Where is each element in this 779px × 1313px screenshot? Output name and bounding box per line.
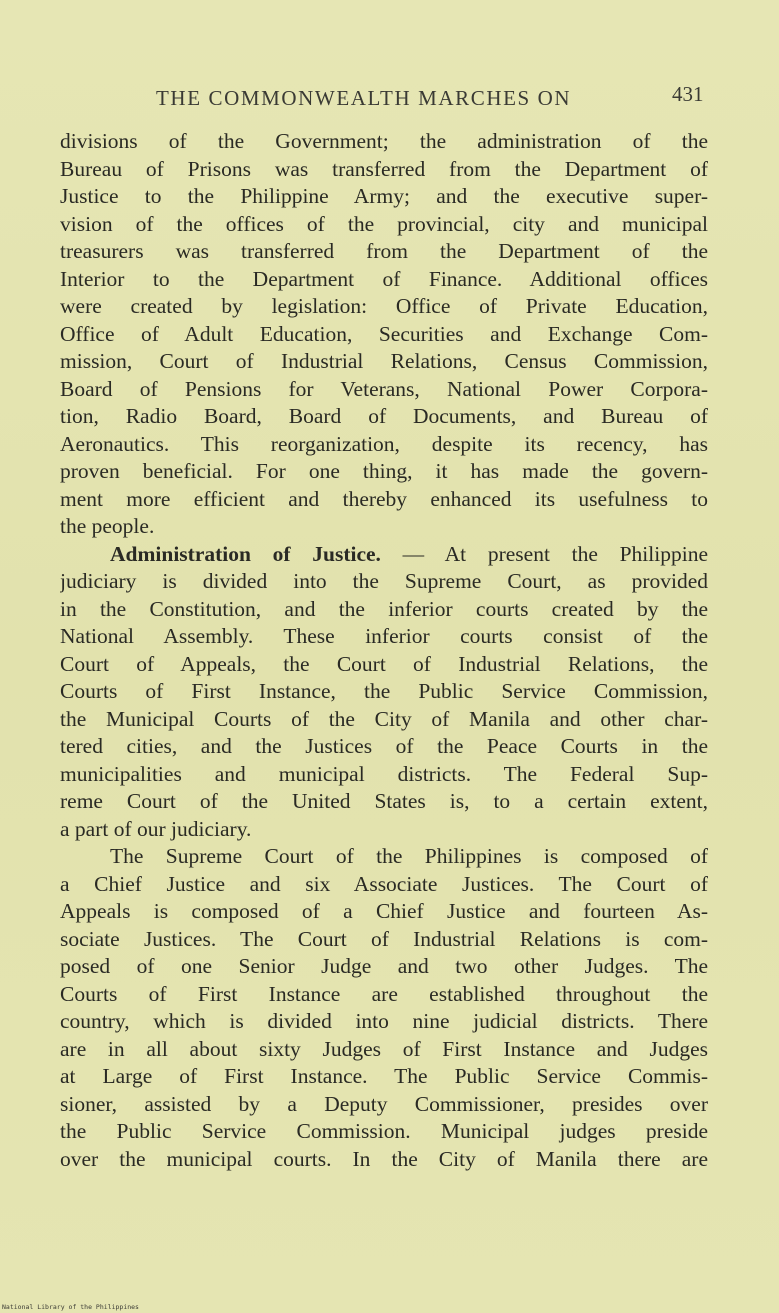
text-line: the people. [60,514,155,538]
text-line: ment more efficient and thereby enhanced its usefulness to [60,486,708,511]
text-line: Justice to the Philippine Army; and the executive super- [60,184,708,208]
running-head [0,82,779,114]
text-line: sioner, assisted by a Deputy Commissioner, presides over [60,1091,708,1116]
text-line: Office of Adult Education, Securities and Exchange Com- [60,321,708,346]
text-line: Board of Pensions for Veterans, National Power Corpora- [60,376,708,401]
text-line: sociate Justices. The Court of Industrial Relations is com- [60,926,708,951]
text-line: proven beneficial. For one thing, it has made the govern- [60,459,708,483]
text-line: Bureau of Prisons was transferred from the Department of [60,156,708,181]
text-line: were created by legislation: Office of Private Education, [60,294,708,318]
text-line: tered cities, and the Justices of the Peace Courts in the [60,734,708,758]
text-line: a Chief Justice and six Associate Justices. The Court of [60,871,708,896]
text-line: a part of our judiciary. [60,816,252,841]
section-first-line [60,541,708,569]
scan-credit: National Library of the Philippines [2,1303,139,1311]
text-line: judiciary is divided into the Supreme Court, as provided [60,569,708,593]
text-line: municipalities and municipal districts. The Federal Sup- [60,761,708,786]
text-line: the Municipal Courts of the City of Manila and other char- [60,706,708,731]
text-line: in the Constitution, and the inferior courts created by the [60,596,708,621]
text-line: the Public Service Commission. Municipal judges preside [60,1119,708,1143]
text-line: treasurers was transferred from the Department of the [60,239,708,263]
text-line: over the municipal courts. In the City of Manila there are [60,1146,708,1171]
section-line-tail: — At present the Philippine [380,541,708,566]
text-line: Courts of First Instance, the Public Service Commission, [60,679,708,703]
text-line: mission, Court of Industrial Relations, Census Commission, [60,349,708,373]
page-number: 431 [672,82,704,106]
text-line: tion, Radio Board, Board of Documents, and Bureau of [60,404,708,428]
text-line: National Assembly. These inferior courts consist of the [60,624,708,648]
text-line: Aeronautics. This reorganization, despite its recency, has [60,431,708,456]
section-heading: Administration of Justice. [110,541,381,566]
text-line: Appeals is composed of a Chief Justice and fourteen As- [60,899,708,923]
text-line: The Supreme Court of the Philippines is composed of [110,844,708,868]
text-line: divisions of the Government; the administration of the [60,129,708,153]
text-line: at Large of First Instance. The Public Service Commis- [60,1064,708,1088]
text-line: posed of one Senior Judge and two other Judges. The [60,954,708,978]
text-line: Courts of First Instance are established throughout the [60,981,708,1006]
text-line: reme Court of the United States is, to a certain extent, [60,789,708,813]
text-line: are in all about sixty Judges of First Instance and Judges [60,1036,708,1061]
text-line: Court of Appeals, the Court of Industrial Relations, the [60,651,708,676]
text-line: Interior to the Department of Finance. Additional offices [60,266,708,291]
text-line: country, which is divided into nine judicial districts. There [60,1009,708,1033]
running-title: THE COMMONWEALTH MARCHES ON [156,86,572,110]
body-text [60,128,708,1208]
text-line: vision of the offices of the provincial, city and municipal [60,211,708,236]
